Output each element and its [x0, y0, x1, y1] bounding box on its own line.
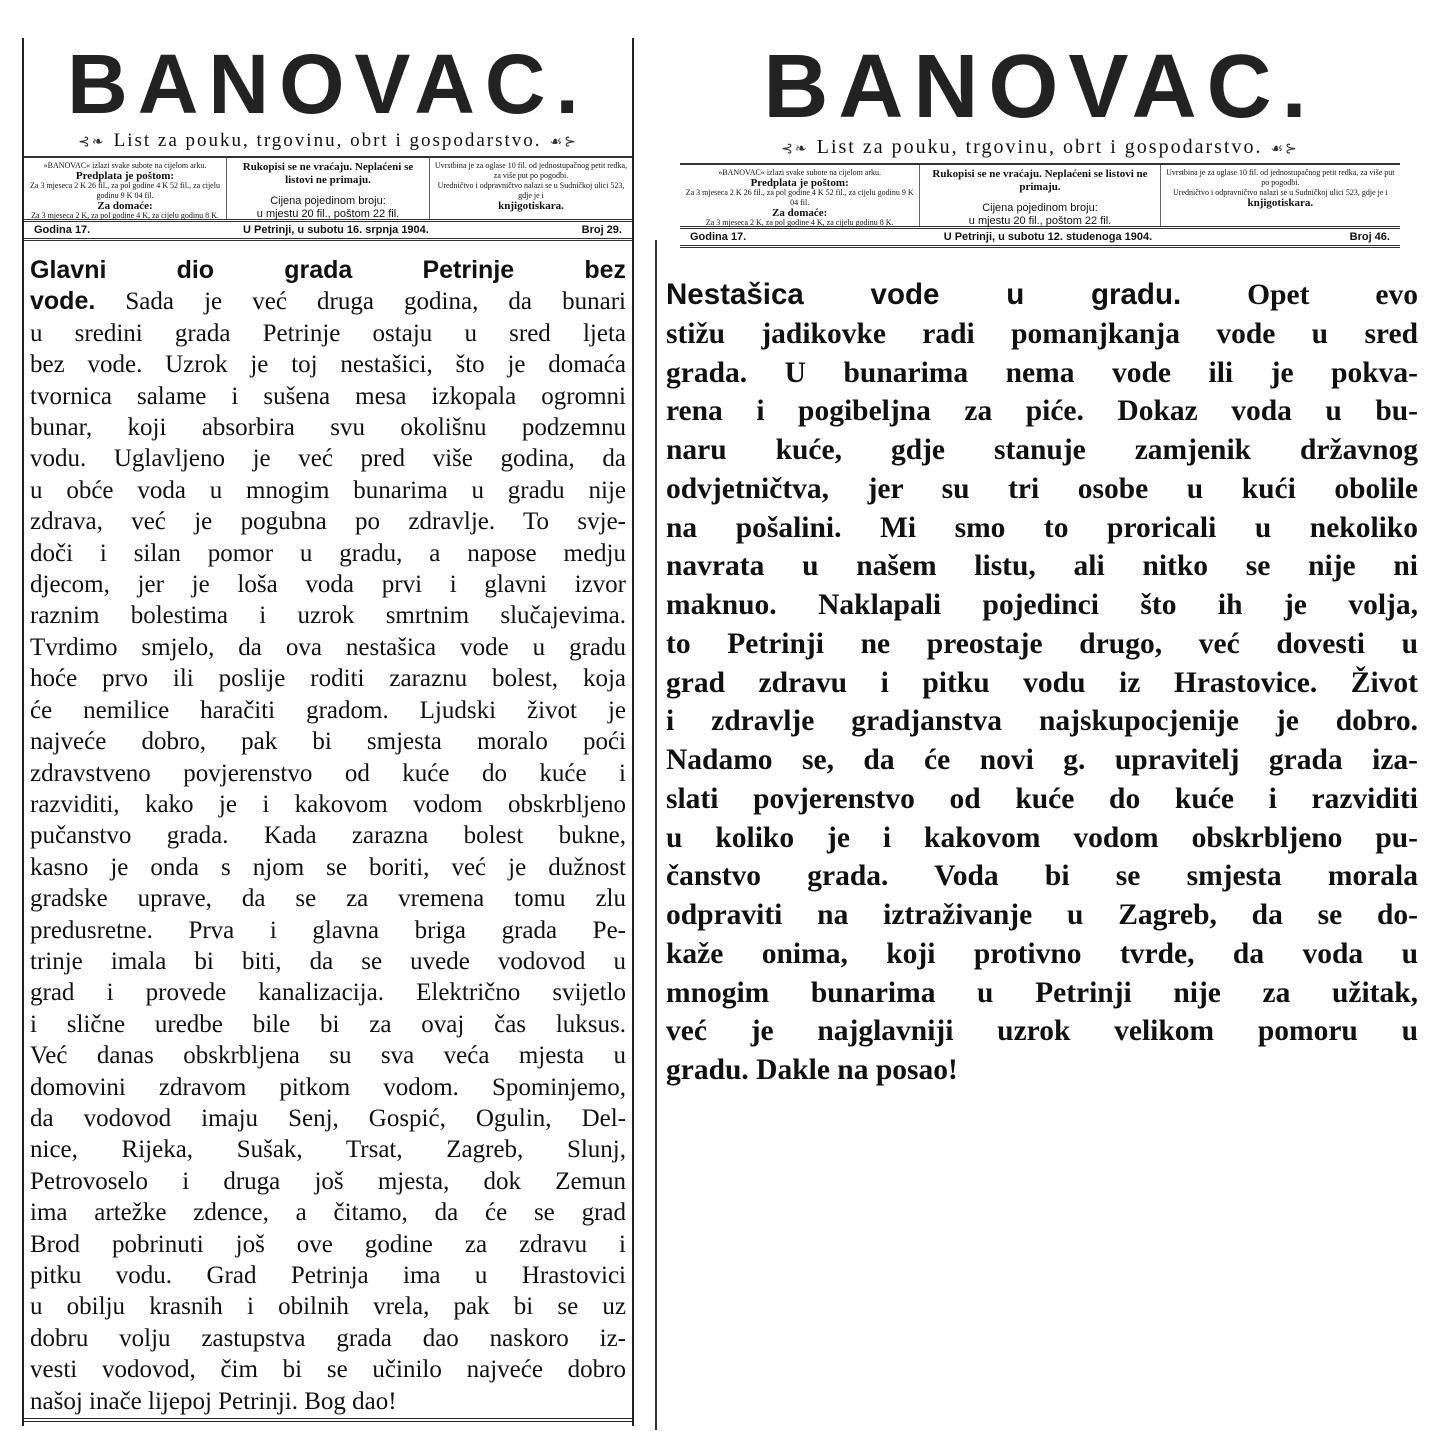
subtitle-text: List za pouku, trgovinu, obrt i gospodarstvo.: [113, 130, 542, 151]
article-line: [30, 318, 626, 349]
info-line: »BANOVAC« izlazi svake subote na cijelom arku.: [43, 161, 207, 170]
article-line: [666, 547, 1418, 586]
article-text: zdrava, već je pogubna po zdravlje. To svje-: [30, 508, 626, 536]
article-text: u koliko je i kakovom vodom obskrbljeno pu-: [666, 821, 1418, 854]
article-text: hoće prvo ili poslije roditi zaraznu bolest, koja: [30, 665, 626, 693]
article-text: Petrovoselo i druga još mjesta, dok Zemun: [30, 1167, 626, 1195]
info-ads: [430, 158, 632, 219]
article-text: već je najglavniji uzrok velikom pomoru u: [666, 1015, 1418, 1048]
info-line: Rukopisi se ne vraćaju. Neplaćeni se listovi ne primaju.: [932, 168, 1148, 193]
article-line: [30, 412, 626, 443]
info-box: [24, 158, 632, 222]
issue-number: Broj 46.: [1349, 231, 1390, 243]
info-line: Uredničtvo i odpravničtvo nalazi se u Sudničkoj ulici 523, gdje je i: [1173, 188, 1388, 197]
article-text: Već danas obskrbljena su sva veća mjesta u: [30, 1042, 626, 1070]
article-text: nice, Rijeka, Sušak, Trsat, Zagreb, Slunj,: [30, 1136, 626, 1164]
article-text: dobru volju zastupstva grada dao naskoro iz-: [30, 1324, 626, 1352]
column-rule: [655, 240, 657, 1430]
article-line: [30, 286, 626, 317]
article-text: gradu. Dakle na posao!: [666, 1054, 958, 1086]
article-line: [666, 431, 1418, 470]
article-text: slati povjerenstvo od kuće do kuće i razviditi: [666, 782, 1418, 815]
year: Godina 17.: [690, 231, 747, 243]
article-line: [30, 1009, 626, 1040]
article-text: navrata u našem listu, ali nitko se nije ni: [666, 550, 1418, 583]
article-line: [30, 758, 626, 789]
article-text: naru kuće, gdje stanuje zamjenik državnog: [666, 434, 1418, 466]
article-text: mnogim bunarima u Petrinji nije za užitak,: [666, 976, 1418, 1009]
article-text: u obće voda u mnogim bunarima u gradu nije: [30, 476, 626, 504]
ornament-icon: ⊰❧: [781, 142, 809, 157]
article-line: [30, 726, 626, 757]
info-line: Za 3 mjeseca 2 K 26 fil., za pol godine 4 K 52 fil., za cijelu godinu 9 K 04 fil.: [30, 181, 220, 200]
article-line: [30, 1386, 626, 1417]
article-line: [30, 946, 626, 977]
newspaper-clipping-july: [22, 38, 634, 1426]
article-headline: Glavni dio grada Petrinje bez: [30, 256, 626, 284]
article-text: pitku vodu. Grad Petrinja ima u Hrastovici: [30, 1262, 626, 1289]
article-line: [666, 354, 1418, 393]
article-text: gradske uprave, da se za vremena tomu zlu: [30, 885, 626, 913]
masthead: BANOVAC.: [763, 37, 1317, 137]
article-line: [666, 625, 1418, 664]
article-text: maknuo. Naklapali pojedinci što ih je volja,: [666, 589, 1418, 621]
article-line: [30, 915, 626, 946]
article-line: [666, 819, 1418, 858]
article-text: vesti vodovod, čim bi se učinilo najveće dobro: [30, 1356, 626, 1384]
ornament-icon: ⊰❧: [78, 135, 106, 150]
subtitle-text: List za pouku, trgovinu, obrt i gospodarstvo.: [816, 136, 1263, 158]
article-line: [666, 470, 1418, 509]
article-text: zdravstveno povjerenstvo od kuće do kuće i: [30, 759, 626, 787]
article-text: i slične uredbe bile bi za ovaj čas luksus.: [30, 1010, 626, 1038]
article-line: [30, 1040, 626, 1071]
article-line: [666, 780, 1418, 819]
issue-number: Broj 29.: [581, 224, 622, 236]
article-text: i zdravlje gradjanstva najskupocjenije je dobro.: [666, 705, 1418, 738]
info-subscription: [24, 158, 226, 219]
article-text: najveće dobro, pak bi smjesta moralo poći: [30, 728, 626, 756]
article-line: [30, 1291, 626, 1322]
article-text: bunar, koji absorbira svu okolišnu podzemnu: [30, 414, 626, 442]
article-text: raznim bolestima i uzrok smrtnim slučajevima.: [30, 602, 626, 630]
info-price: [226, 158, 430, 219]
article-line: [30, 663, 626, 694]
info-ads: [1161, 165, 1400, 226]
article-line: [30, 1103, 626, 1134]
article-line: [30, 600, 626, 631]
article-line: [30, 1197, 626, 1228]
article-text: bez vode. Uzrok je toj nestašici, što je domaća: [30, 351, 626, 379]
article-line: [666, 741, 1418, 780]
article-text: stižu jadikovke radi pomanjkanja vode u sred: [666, 317, 1418, 350]
article-line: [666, 392, 1418, 431]
article-text: odvjetničtva, jer su tri osobe u kući obolile: [666, 472, 1418, 505]
article-line: [30, 1323, 626, 1354]
info-line: »BANOVAC« izlazi svake subote na cijelom arku.: [718, 168, 882, 177]
subtitle: [24, 130, 632, 158]
year: Godina 17.: [34, 224, 91, 236]
article-line: [30, 255, 626, 286]
article-text: kaže onima, koji protivno tvrde, da voda u: [666, 937, 1418, 970]
info-line: Za domaće:: [97, 200, 153, 212]
article-line: [30, 852, 626, 883]
article-line: [30, 349, 626, 380]
article-line: [30, 1134, 626, 1165]
article-line: [666, 857, 1418, 896]
info-line: Za 3 mjeseca 2 K, za pol godine 4 K, za cijelu godinu 8 K.: [705, 218, 894, 227]
info-line: Uredničtvo i odpravničtvo nalazi se u Sudničkoj ulici 523, gdje je i: [437, 181, 625, 200]
article-text: vodu. Uglavljeno je već pred više godina, da: [30, 445, 626, 473]
article-text: čanstvo grada. Voda bi se smjesta morala: [666, 860, 1418, 893]
article-line: [666, 586, 1418, 625]
article-line: [666, 935, 1418, 974]
info-line: Cijena pojedinom broju:: [982, 202, 1098, 214]
article-line: [30, 1354, 626, 1385]
article-line: [30, 695, 626, 726]
article-line: [30, 1166, 626, 1197]
info-line: knjigotiskara.: [498, 200, 564, 212]
info-line: Uvrstbina je za oglase 10 fil. od jednostupačnog petit redka, za više put po pogodbi.: [434, 161, 628, 180]
article-line: [30, 1072, 626, 1103]
article-text: Sada je već druga godina, da bunari: [95, 288, 626, 316]
dateline-bar: [24, 222, 632, 241]
article-line: [30, 506, 626, 537]
article-text: na pošalini. Mi smo to proricali u nekoliko: [666, 511, 1418, 544]
info-line: Predplata je poštom:: [750, 177, 849, 189]
article-line: [666, 315, 1418, 354]
info-price: [919, 165, 1160, 226]
article-text: grad zdravu i pitku vodu iz Hrastovice. Život: [666, 666, 1418, 699]
article-line: [30, 475, 626, 506]
article-text: razviditi, kako je i kakovom vodom obskrbljeno: [30, 790, 626, 818]
article-body: [666, 276, 1418, 1090]
article-line: [666, 1012, 1418, 1051]
article-line: [30, 381, 626, 412]
masthead: BANOVAC.: [67, 37, 589, 131]
info-line: Rukopisi se ne vraćaju. Neplaćeni se listovi ne primaju.: [242, 161, 414, 186]
article-line: [666, 1051, 1418, 1090]
ornament-icon: ☙⊱: [549, 135, 578, 150]
newspaper-clipping-november: [666, 37, 1418, 1430]
article-text: da vodovod imaju Senj, Gospić, Ogulin, Del-: [30, 1104, 626, 1132]
article-line: [666, 896, 1418, 935]
article-text: ima artežke zdence, a čitamo, da će se grad: [30, 1199, 626, 1227]
article-line: [666, 276, 1418, 315]
article-text: trinje imala bi biti, da se uvede vodovod u: [30, 947, 626, 975]
article-body: [24, 255, 632, 1417]
article-line: [30, 977, 626, 1008]
info-line: Za 3 mjeseca 2 K 26 fil., za pol godine 4 K 52 fil., za cijelu godinu 9 K 04 fil.: [685, 188, 914, 207]
article-text: grada. U bunarima nema vode ili je pokva-: [666, 356, 1418, 389]
article-text: rena i pogibeljna za piće. Dokaz voda u bu-: [666, 395, 1418, 428]
info-line: Za domaće:: [772, 207, 828, 219]
info-line: u mjestu 20 fil., poštom 22 fil.: [256, 208, 400, 220]
article-line: [30, 820, 626, 851]
article-text: odpraviti na iztraživanje u Zagreb, da se do-: [666, 899, 1418, 931]
dateline: U Petrinji, u subotu 16. srpnja 1904.: [243, 224, 429, 236]
article-line: [30, 789, 626, 820]
info-line: u mjestu 20 fil., poštom 22 fil.: [968, 215, 1112, 227]
article-text: Opet evo: [1181, 279, 1418, 311]
article-line: [30, 443, 626, 474]
article-text: djecom, jer je loša voda prvi i glavni izvor: [30, 571, 626, 599]
info-line: Predplata je poštom:: [75, 170, 175, 182]
article-text: grad i provede kanalizacija. Električno svijetlo: [30, 979, 626, 1007]
article-line: [666, 974, 1418, 1013]
article-text: pučanstvo grada. Kada zarazna bolest bukne,: [30, 822, 626, 850]
article-line: [30, 883, 626, 914]
dateline-bar: [680, 229, 1400, 248]
ornament-icon: ☙⊱: [1270, 142, 1299, 157]
article-text: tvornica salame i sušena mesa izkopala ogromni: [30, 382, 626, 410]
subtitle: [680, 136, 1400, 165]
article-line: [30, 538, 626, 569]
article-text: Brod pobrinuti još ove godine za zdravu i: [30, 1230, 626, 1258]
article-text: našoj inače lijepoj Petrinji. Bog dao!: [30, 1387, 397, 1415]
article-line: [30, 632, 626, 663]
info-subscription: [680, 165, 919, 226]
article-text: to Petrinji ne preostaje drugo, već dovesti u: [666, 627, 1418, 660]
article-text: Tvrdimo smjelo, da ova nestašica vode u gradu: [30, 633, 626, 661]
end-rule: [24, 1418, 632, 1422]
article-line: [30, 1260, 626, 1291]
dateline: U Petrinji, u subotu 12. studenoga 1904.: [943, 231, 1153, 243]
info-line: Cijena pojedinom broju:: [270, 195, 386, 207]
article-headline: Nestašica vode u gradu.: [666, 278, 1182, 311]
article-line: [666, 702, 1418, 741]
info-line: Uvrstbina je za oglase 10 fil. od jednostupačnog petit redka, za više put po pogodbi.: [1166, 168, 1395, 187]
article-line: [30, 1229, 626, 1260]
article-headline: vode.: [30, 287, 96, 316]
article-text: doči i silan pomor u gradu, a napose medju: [30, 539, 626, 567]
article-text: će nemilice haračiti gradom. Ljudski život je: [30, 696, 626, 724]
info-line: knjigotiskara.: [1247, 197, 1314, 209]
article-text: u obilju krasnih i obilnih vrela, pak bi se uz: [30, 1293, 626, 1321]
article-text: Nadamo se, da će novi g. upravitelj grada iza-: [666, 744, 1418, 776]
article-text: predusretne. Prva i glavna briga grada Pe-: [30, 916, 626, 944]
article-text: domovini zdravom pitkom vodom. Spominjemo,: [30, 1073, 626, 1101]
info-box: [680, 165, 1400, 229]
info-line: Za 3 mjeseca 2 K, za pol godine 4 K, za cijelu godinu 8 K.: [31, 211, 219, 220]
article-line: [30, 569, 626, 600]
article-text: kasno je onda s njom se boriti, već je dužnost: [30, 853, 626, 881]
article-line: [666, 509, 1418, 548]
article-line: [666, 664, 1418, 703]
article-text: u sredini grada Petrinje ostaju u sred ljeta: [30, 319, 626, 347]
